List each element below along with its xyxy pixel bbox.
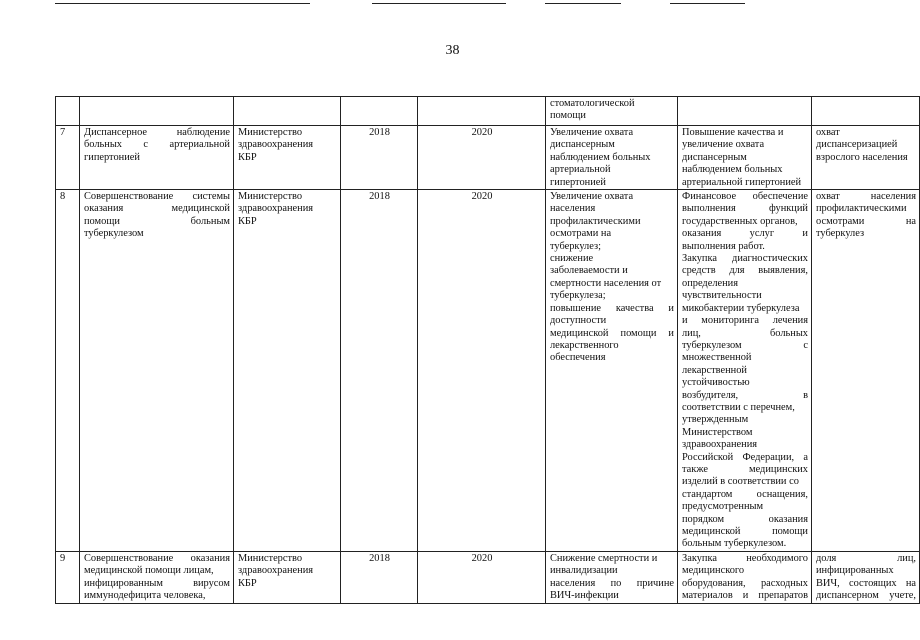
cell-line: диспансерным [682, 151, 747, 163]
content-cell [678, 551, 812, 603]
cell-line: средств для выявления, [682, 265, 808, 277]
cell-line: также медицинских [682, 463, 808, 475]
cell-line: изделий в соответствии со [682, 476, 799, 488]
cell-line: больных с артериальной [84, 139, 230, 151]
cell-line: медицинской помощи и [550, 327, 674, 339]
cell-line: Финансовое обеспечение [682, 191, 808, 203]
top-rule-4 [670, 3, 745, 4]
cell-line: микобактерии туберкулеза [682, 302, 800, 314]
page-number: 38 [445, 43, 460, 58]
cell-line: инфицированным вирусом [84, 577, 230, 589]
cell-line: оказания медицинской [84, 203, 230, 215]
cell-line: инвалидизации [550, 565, 618, 577]
cell-line: здравоохранения [238, 565, 314, 577]
start-year-cell [341, 551, 418, 603]
cell-line: Российской Федерации, а [682, 451, 808, 463]
cell-line: лекарственной [682, 364, 747, 376]
expected-result-cell [546, 190, 678, 552]
cell-text: 2020 [471, 552, 493, 564]
cell-line: стандартом оснащения, [682, 488, 808, 500]
cell-line: заболеваемости и [550, 265, 628, 277]
cell-line: здравоохранения [238, 139, 314, 151]
cell-line: населения [550, 203, 596, 215]
cell-line: туберкулезом [84, 228, 144, 240]
cell-line: медицинского [682, 565, 745, 577]
cell-line: множественной [682, 352, 752, 364]
content-cell [678, 97, 812, 126]
executor-cell [234, 126, 341, 190]
top-rule-2 [372, 3, 506, 4]
cell-line: наблюдением больных [682, 164, 783, 176]
cell-line: инфицированных [816, 565, 894, 577]
row-number [56, 126, 80, 190]
cell-line: стоматологической [550, 98, 635, 109]
cell-line: туберкулезом с [682, 339, 808, 351]
cell-line: гипертонией [550, 176, 606, 188]
cell-line: Диспансерное наблюдение [84, 127, 230, 138]
indicator-cell [812, 551, 920, 603]
cell-line: Увеличение охвата [550, 191, 634, 203]
cell-text: 2018 [369, 191, 390, 203]
cell-line: лиц, больных [682, 327, 808, 339]
cell-line: Министерство [238, 191, 303, 203]
cell-line: выполнения функций [682, 203, 808, 215]
executor-cell [234, 551, 341, 603]
cell-line: здравоохранения [238, 203, 314, 215]
cell-line: помощи [550, 110, 586, 122]
cell-line: гипертонией [84, 151, 140, 163]
top-rule-3 [545, 3, 621, 4]
cell-line: определения [682, 277, 739, 289]
cell-line: снижение [550, 253, 594, 265]
cell-line: охват населения [816, 191, 916, 203]
table-body [56, 97, 920, 604]
cell-text: 2018 [369, 127, 390, 138]
cell-line: наблюдением больных [550, 151, 651, 163]
cell-line: доля лиц, [816, 552, 916, 564]
executor-cell [234, 190, 341, 552]
cell-line: повышение качества и [550, 302, 674, 314]
activity-name-cell [80, 126, 234, 190]
cell-line: устойчивостью [682, 377, 750, 389]
indicator-cell [812, 97, 920, 126]
cell-line: КБР [238, 151, 257, 163]
cell-line: охват [816, 127, 840, 138]
cell-line: и мониторинга лечения [682, 315, 808, 327]
activity-name-cell [80, 97, 234, 126]
cell-line: артериальной [550, 164, 611, 176]
cell-text: 2018 [369, 552, 390, 564]
cell-line: утвержденным [682, 414, 749, 426]
cell-line: больным туберкулезом. [682, 538, 787, 550]
cell-line: оказания услуг и [682, 228, 808, 240]
cell-line: ВИЧ, состоящих на [816, 577, 916, 589]
cell-line: медицинской помощи [682, 526, 808, 537]
table-row [56, 551, 920, 603]
indicator-cell [812, 126, 920, 190]
content-cell [678, 126, 812, 190]
cell-line: Министерством [682, 426, 753, 438]
cell-line: Министерство [238, 127, 303, 138]
end-year-cell [418, 190, 546, 552]
cell-line: лекарственного [550, 339, 619, 351]
cell-text: 8 [60, 191, 66, 203]
row-number [56, 551, 80, 603]
cell-line: Совершенствование системы [84, 191, 230, 203]
cell-line: обеспечения [550, 352, 606, 364]
cell-line: возбудителя, в [682, 389, 808, 401]
cell-line: смертности населения от [550, 277, 662, 289]
cell-line: оборудования, расходных [682, 577, 808, 589]
cell-text: 2020 [471, 191, 493, 203]
cell-line: порядком оказания [682, 513, 808, 525]
start-year-cell [341, 126, 418, 190]
row-number [56, 190, 80, 552]
cell-line: медицинской помощи лицам, [84, 565, 214, 577]
cell-line: диспансеризацией [816, 139, 898, 151]
cell-line: материалов и препаратов [682, 590, 808, 602]
executor-cell [234, 97, 341, 126]
program-table [55, 96, 920, 604]
cell-line: Закупка диагностических [682, 253, 808, 265]
activity-name-cell [80, 551, 234, 603]
cell-line: осмотрами на [816, 215, 916, 227]
end-year-cell [418, 97, 546, 126]
cell-line: артериальной гипертонией [682, 176, 802, 188]
cell-line: диспансерным [550, 139, 615, 151]
cell-line: профилактическими [550, 215, 641, 227]
cell-line: Снижение смертности и [550, 552, 658, 564]
start-year-cell [341, 97, 418, 126]
end-year-cell [418, 126, 546, 190]
cell-line: здравоохранения [682, 439, 758, 451]
cell-line: туберкулез; [550, 240, 601, 252]
activity-name-cell [80, 190, 234, 552]
cell-line: КБР [238, 577, 257, 589]
cell-line: государственных органов, [682, 215, 798, 227]
cell-line: соответствии с перечнем, [682, 401, 795, 413]
top-rule-1 [55, 3, 310, 4]
expected-result-cell [546, 97, 678, 126]
cell-line: иммунодефицита человека, [84, 590, 206, 602]
cell-line: чувствительности [682, 290, 762, 302]
cell-line: КБР [238, 215, 257, 227]
cell-line: диспансерном учете, [816, 590, 916, 602]
table-row [56, 190, 920, 552]
row-number [56, 97, 80, 126]
cell-line: выполнения работ. [682, 240, 765, 252]
cell-text: 2020 [471, 127, 493, 138]
cell-line: населения по причине [550, 577, 674, 589]
expected-result-cell [546, 551, 678, 603]
cell-line: Совершенствование оказания [84, 552, 230, 564]
cell-line: осмотрами на [550, 228, 612, 240]
cell-line: предусмотренным [682, 501, 764, 513]
cell-line: доступности [550, 315, 607, 327]
table-row [56, 97, 920, 126]
cell-line: туберкулез [816, 228, 865, 240]
cell-line: профилактическими [816, 203, 907, 215]
cell-line: Увеличение охвата [550, 127, 634, 138]
cell-line: Повышение качества и [682, 127, 784, 138]
cell-line: туберкулеза; [550, 290, 606, 302]
cell-line: Министерство [238, 552, 303, 564]
cell-text: 9 [60, 552, 66, 564]
expected-result-cell [546, 126, 678, 190]
cell-line: помощи больным [84, 215, 230, 227]
cell-line: ВИЧ-инфекции [550, 590, 619, 602]
cell-text: 7 [60, 127, 66, 138]
cell-line: Закупка необходимого [682, 552, 808, 564]
end-year-cell [418, 551, 546, 603]
cell-line: взрослого населения [816, 151, 908, 163]
indicator-cell [812, 190, 920, 552]
content-cell [678, 190, 812, 552]
table-row [56, 126, 920, 190]
start-year-cell [341, 190, 418, 552]
cell-line: увеличение охвата [682, 139, 765, 151]
